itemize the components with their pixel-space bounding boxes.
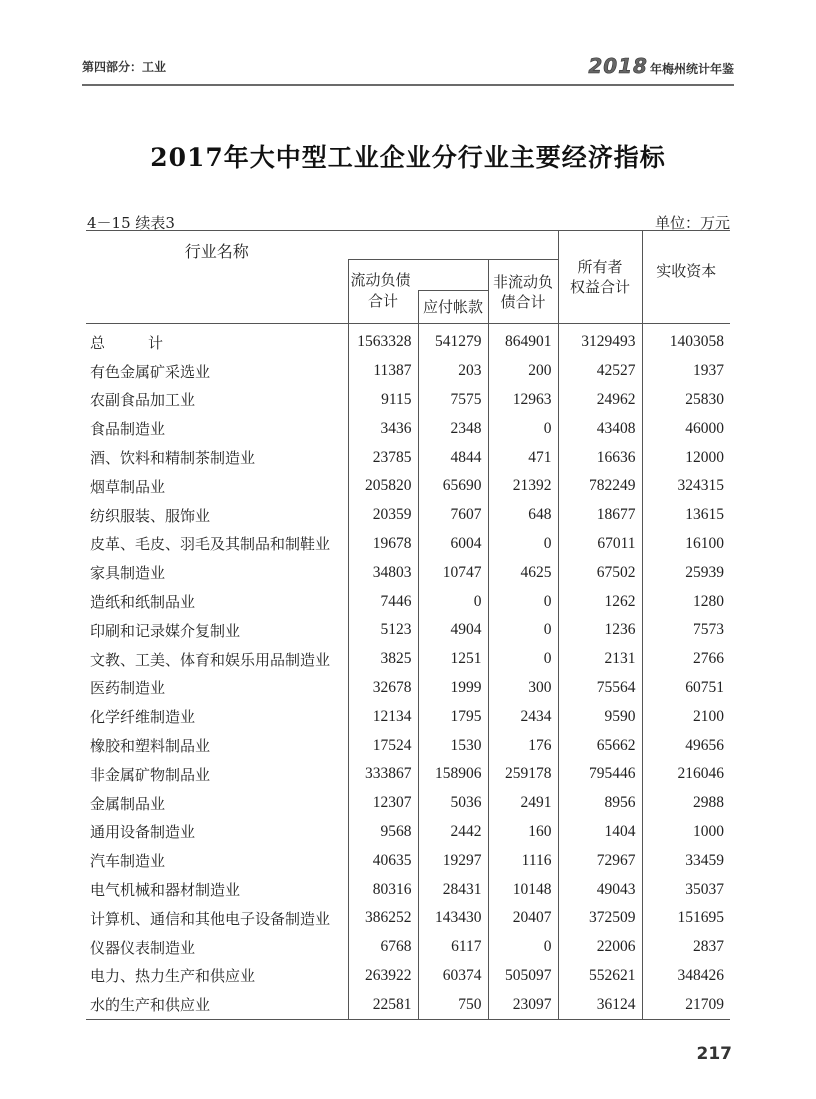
header-rule xyxy=(82,84,734,86)
cell-owners-equity: 67502 xyxy=(558,558,642,587)
cell-owners-equity: 2131 xyxy=(558,645,642,674)
cell-paid-in-capital: 7573 xyxy=(642,616,730,645)
cell-owners-equity: 3129493 xyxy=(558,324,642,357)
cell-current-liabilities: 263922 xyxy=(348,962,418,991)
cell-paid-in-capital: 25830 xyxy=(642,386,730,415)
cell-accounts-payable: 7575 xyxy=(418,386,488,415)
cell-noncurrent-liabilities: 21392 xyxy=(488,472,558,501)
industry-name: 水的生产和供应业 xyxy=(86,990,348,1019)
industry-name: 皮革、毛皮、羽毛及其制品和制鞋业 xyxy=(90,535,331,554)
cell-accounts-payable: 5036 xyxy=(418,789,488,818)
table-row xyxy=(86,357,730,386)
header-industry-text: 行业名称 xyxy=(184,242,249,261)
cell-noncurrent-liabilities: 2434 xyxy=(488,702,558,731)
cell-current-liabilities: 23785 xyxy=(348,443,418,472)
cell-accounts-payable: 7607 xyxy=(418,501,488,530)
cell-paid-in-capital: 46000 xyxy=(642,414,730,443)
table-row xyxy=(86,789,730,818)
cell-owners-equity: 18677 xyxy=(558,501,642,530)
cell-owners-equity: 1262 xyxy=(558,587,642,616)
page-number: 217 xyxy=(696,1044,732,1064)
industry-name: 烟草制品业 xyxy=(90,477,166,496)
yearbook-year: 2018 xyxy=(588,54,648,78)
section-label: 第四部分：工业 xyxy=(82,60,167,74)
cell-paid-in-capital: 21709 xyxy=(642,990,730,1019)
cell-current-liabilities: 19678 xyxy=(348,530,418,559)
cell-noncurrent-liabilities: 0 xyxy=(488,587,558,616)
table-row xyxy=(86,731,730,760)
cell-current-liabilities: 20359 xyxy=(348,501,418,530)
industry-name: 计算机、通信和其他电子设备制造业 xyxy=(90,909,331,928)
table-body xyxy=(86,324,730,1020)
cell-paid-in-capital: 2766 xyxy=(642,645,730,674)
header-owners-equity-line2: 权益合计 xyxy=(569,278,630,296)
cell-owners-equity: 9590 xyxy=(558,702,642,731)
cell-accounts-payable: 750 xyxy=(418,990,488,1019)
cell-current-liabilities: 3825 xyxy=(348,645,418,674)
industry-name: 有色金属矿采选业 xyxy=(90,362,211,381)
cell-current-liabilities: 7446 xyxy=(348,587,418,616)
cell-noncurrent-liabilities: 200 xyxy=(488,357,558,386)
cell-current-liabilities: 11387 xyxy=(348,357,418,386)
cell-current-liabilities: 5123 xyxy=(348,616,418,645)
cell-owners-equity: 372509 xyxy=(558,904,642,933)
cell-accounts-payable: 1999 xyxy=(418,674,488,703)
header-accounts-payable-text: 应付帐款 xyxy=(422,298,483,316)
cell-owners-equity: 43408 xyxy=(558,414,642,443)
cell-accounts-payable: 143430 xyxy=(418,904,488,933)
cell-owners-equity: 552621 xyxy=(558,962,642,991)
table-row xyxy=(86,674,730,703)
industry-name: 造纸和纸制品业 xyxy=(90,593,196,612)
header-current-liabilities-line1: 流动负债 xyxy=(350,271,411,289)
table-row xyxy=(86,472,730,501)
cell-accounts-payable: 19297 xyxy=(418,846,488,875)
yearbook-title xyxy=(588,54,734,78)
cell-accounts-payable: 2348 xyxy=(418,414,488,443)
cell-paid-in-capital: 49656 xyxy=(642,731,730,760)
table-row xyxy=(86,760,730,789)
cell-paid-in-capital: 16100 xyxy=(642,530,730,559)
industry-name: 非金属矿物制品业 xyxy=(90,765,211,784)
cell-noncurrent-liabilities: 0 xyxy=(488,616,558,645)
industry-name: 酒、饮料和精制茶制造业 xyxy=(90,449,256,468)
header-noncurrent-line2: 债合计 xyxy=(500,292,546,311)
cell-noncurrent-liabilities: 300 xyxy=(488,674,558,703)
cell-paid-in-capital: 25939 xyxy=(642,558,730,587)
cell-paid-in-capital: 33459 xyxy=(642,846,730,875)
cell-noncurrent-liabilities: 259178 xyxy=(488,760,558,789)
cell-current-liabilities: 205820 xyxy=(348,472,418,501)
table-row xyxy=(86,558,730,587)
cell-paid-in-capital: 35037 xyxy=(642,875,730,904)
header-current-liabilities-total xyxy=(348,291,418,324)
cell-owners-equity: 42527 xyxy=(558,357,642,386)
cell-owners-equity: 782249 xyxy=(558,472,642,501)
table-row xyxy=(86,702,730,731)
cell-accounts-payable: 10747 xyxy=(418,558,488,587)
cell-noncurrent-liabilities: 0 xyxy=(488,530,558,559)
table-row xyxy=(86,616,730,645)
cell-current-liabilities: 6768 xyxy=(348,933,418,962)
cell-current-liabilities: 12307 xyxy=(348,789,418,818)
cell-noncurrent-liabilities: 505097 xyxy=(488,962,558,991)
table-row-total xyxy=(86,324,730,357)
industry-name: 金属制品业 xyxy=(90,794,166,813)
cell-paid-in-capital: 2100 xyxy=(642,702,730,731)
header-noncurrent-liabilities xyxy=(488,260,558,324)
cell-accounts-payable: 1530 xyxy=(418,731,488,760)
page-title: 2017年大中型工业企业分行业主要经济指标 xyxy=(150,143,666,172)
industry-name: 纺织服装、服饰业 xyxy=(90,506,211,525)
industry-name: 汽车制造业 xyxy=(90,852,166,871)
table-row xyxy=(86,933,730,962)
header-industry xyxy=(86,231,348,324)
cell-owners-equity: 49043 xyxy=(558,875,642,904)
cell-paid-in-capital: 13615 xyxy=(642,501,730,530)
cell-noncurrent-liabilities: 12963 xyxy=(488,386,558,415)
industry-name: 印刷和记录媒介复制业 xyxy=(90,621,241,640)
table-row xyxy=(86,443,730,472)
cell-noncurrent-liabilities: 1116 xyxy=(488,846,558,875)
cell-accounts-payable: 4844 xyxy=(418,443,488,472)
yearbook-name: 年梅州统计年鉴 xyxy=(649,62,734,76)
table-row xyxy=(86,846,730,875)
cell-noncurrent-liabilities: 176 xyxy=(488,731,558,760)
industry-name: 仪器仪表制造业 xyxy=(90,938,196,957)
cell-paid-in-capital: 1937 xyxy=(642,357,730,386)
cell-accounts-payable: 60374 xyxy=(418,962,488,991)
industry-name: 家具制造业 xyxy=(90,564,166,583)
cell-paid-in-capital: 216046 xyxy=(642,760,730,789)
cell-owners-equity: 24962 xyxy=(558,386,642,415)
cell-paid-in-capital: 60751 xyxy=(642,674,730,703)
header-owners-equity-line1: 所有者 xyxy=(577,258,623,276)
industry-name: 橡胶和塑料制品业 xyxy=(90,737,211,756)
cell-paid-in-capital: 12000 xyxy=(642,443,730,472)
cell-paid-in-capital: 2988 xyxy=(642,789,730,818)
cell-current-liabilities: 3436 xyxy=(348,414,418,443)
cell-current-liabilities: 40635 xyxy=(348,846,418,875)
cell-owners-equity: 72967 xyxy=(558,846,642,875)
cell-paid-in-capital: 151695 xyxy=(642,904,730,933)
cell-accounts-payable: 158906 xyxy=(418,760,488,789)
cell-paid-in-capital: 348426 xyxy=(642,962,730,991)
cell-noncurrent-liabilities: 20407 xyxy=(488,904,558,933)
cell-accounts-payable: 65690 xyxy=(418,472,488,501)
cell-current-liabilities: 9115 xyxy=(348,386,418,415)
table-row xyxy=(86,501,730,530)
table-row xyxy=(86,386,730,415)
cell-current-liabilities: 386252 xyxy=(348,904,418,933)
industry-name: 食品制造业 xyxy=(90,420,166,439)
cell-noncurrent-liabilities: 2491 xyxy=(488,789,558,818)
table-row xyxy=(86,414,730,443)
cell-accounts-payable: 1251 xyxy=(418,645,488,674)
header-current-liabilities xyxy=(348,260,488,291)
industry-name: 农副食品加工业 xyxy=(90,391,196,410)
cell-accounts-payable: 4904 xyxy=(418,616,488,645)
table-row xyxy=(86,818,730,847)
cell-noncurrent-liabilities: 0 xyxy=(488,414,558,443)
cell-owners-equity: 36124 xyxy=(558,990,642,1019)
industry-name: 电气机械和器材制造业 xyxy=(90,881,241,900)
cell-noncurrent-liabilities: 23097 xyxy=(488,990,558,1019)
cell-owners-equity: 8956 xyxy=(558,789,642,818)
table-row xyxy=(86,962,730,991)
header-paid-in-capital-text: 实收资本 xyxy=(656,262,717,280)
cell-current-liabilities: 80316 xyxy=(348,875,418,904)
cell-accounts-payable: 2442 xyxy=(418,818,488,847)
cell-owners-equity: 16636 xyxy=(558,443,642,472)
header-owners-equity xyxy=(558,231,642,324)
cell-noncurrent-liabilities: 4625 xyxy=(488,558,558,587)
cell-current-liabilities: 17524 xyxy=(348,731,418,760)
cell-paid-in-capital: 1280 xyxy=(642,587,730,616)
cell-owners-equity: 65662 xyxy=(558,731,642,760)
cell-paid-in-capital: 1403058 xyxy=(642,324,730,357)
cell-noncurrent-liabilities: 648 xyxy=(488,501,558,530)
header-accounts-payable xyxy=(418,291,488,324)
cell-noncurrent-liabilities: 160 xyxy=(488,818,558,847)
cell-current-liabilities: 9568 xyxy=(348,818,418,847)
table-row xyxy=(86,587,730,616)
cell-owners-equity: 1236 xyxy=(558,616,642,645)
cell-current-liabilities: 12134 xyxy=(348,702,418,731)
cell-paid-in-capital: 2837 xyxy=(642,933,730,962)
cell-accounts-payable: 6117 xyxy=(418,933,488,962)
cell-paid-in-capital: 324315 xyxy=(642,472,730,501)
cell-noncurrent-liabilities: 10148 xyxy=(488,875,558,904)
industry-name: 总 计 xyxy=(90,333,178,352)
cell-accounts-payable: 6004 xyxy=(418,530,488,559)
cell-current-liabilities: 34803 xyxy=(348,558,418,587)
header-noncurrent-line1: 非流动负 xyxy=(492,272,553,291)
cell-owners-equity: 1404 xyxy=(558,818,642,847)
header-current-liabilities-line2: 合计 xyxy=(367,291,398,310)
cell-accounts-payable: 1795 xyxy=(418,702,488,731)
industry-name: 通用设备制造业 xyxy=(90,823,196,842)
table-row xyxy=(86,530,730,559)
cell-owners-equity: 75564 xyxy=(558,674,642,703)
cell-paid-in-capital: 1000 xyxy=(642,818,730,847)
cell-current-liabilities: 333867 xyxy=(348,760,418,789)
cell-current-liabilities: 32678 xyxy=(348,674,418,703)
table-row xyxy=(86,990,730,1019)
header-spacer xyxy=(348,231,558,260)
indicator-table xyxy=(86,230,730,1020)
cell-noncurrent-liabilities: 471 xyxy=(488,443,558,472)
table-row xyxy=(86,645,730,674)
table-row xyxy=(86,904,730,933)
table-row xyxy=(86,875,730,904)
industry-name: 文教、工美、体育和娱乐用品制造业 xyxy=(90,650,331,669)
cell-current-liabilities: 1563328 xyxy=(348,324,418,357)
unit-label: 单位：万元 xyxy=(654,214,730,232)
running-head xyxy=(82,56,734,76)
cell-current-liabilities: 22581 xyxy=(348,990,418,1019)
cell-owners-equity: 795446 xyxy=(558,760,642,789)
industry-name: 电力、热力生产和供应业 xyxy=(90,967,256,986)
cell-noncurrent-liabilities: 0 xyxy=(488,645,558,674)
cell-accounts-payable: 541279 xyxy=(418,324,488,357)
industry-name: 化学纤维制造业 xyxy=(90,708,196,727)
header-paid-in-capital xyxy=(642,231,730,324)
cell-accounts-payable: 28431 xyxy=(418,875,488,904)
cell-noncurrent-liabilities: 0 xyxy=(488,933,558,962)
cell-noncurrent-liabilities: 864901 xyxy=(488,324,558,357)
cell-accounts-payable: 203 xyxy=(418,357,488,386)
industry-name: 医药制造业 xyxy=(90,679,166,698)
cell-owners-equity: 67011 xyxy=(558,530,642,559)
cell-accounts-payable: 0 xyxy=(418,587,488,616)
cell-owners-equity: 22006 xyxy=(558,933,642,962)
table-number: 4－15 续表3 xyxy=(87,214,175,232)
